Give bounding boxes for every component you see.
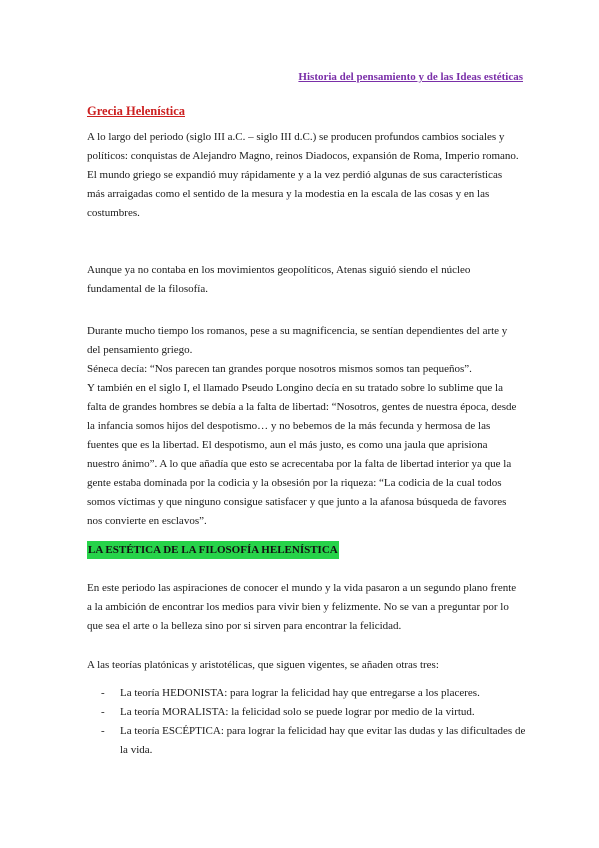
roman-paragraphs [87,322,519,531]
theory-hedonista: La teoría HEDONISTA: para lograr la felicidad hay que entregarse a los placeres. [120,687,480,699]
bullet-dash: - [101,687,105,699]
paragraph-romanos: Durante mucho tiempo los romanos, pese a su magnificencia, se sentían dependientes del arte y del pensamiento griego. [87,325,508,356]
bullet-dash: - [101,725,105,737]
paragraph-teorias-intro: A las teorías platónicas y aristotélicas, que siguen vigentes, se añaden otras tres: [87,659,439,671]
theory-esceptica: La teoría ESCÉPTICA: para lograr la felicidad hay que evitar las dudas y las dificultades de la vida. [120,725,526,756]
paragraph-pseudo-longino: Y también en el siglo I, el llamado Pseudo Longino decía en su tratado sobre lo sublime que la falta de grandes hombres se debía a la falta de libertad: “Nosotros, gentes de nuestra época, desde la infancia somos hijos del despotismo… y no bebemos de la más fecunda y hermosa de las fuentes que es la libertad. El despotismo, aun el más justo, es como una jaula que aprisiona nuestro ánimo”. A lo que añadía que esto se acrecentaba por la falta de libertad interior ya que la gente estaba dominada por la codicia y la obsesión por la riqueza: “La codicia de la cual todos somos víctimas y que ninguno consigue satisfacer y que junto a la afanosa búsqueda de favores nos convierte en esclavos”. [87,382,517,527]
paragraph-atenas: Aunque ya no contaba en los movimientos geopolíticos, Atenas siguió siendo el núcleo fundamental de la filosofía. [87,264,471,295]
paragraph-aspiraciones: En este periodo las aspiraciones de conocer el mundo y la vida pasaron a un segundo plano frente a la ambición de encontrar los medios para vivir bien y felizmente. No se van a preguntar por lo que sea el arte o la belleza sino por si sirven para encontrar la felicidad. [87,582,517,632]
bullet-dash: - [101,706,105,718]
paragraph-periodo: A lo largo del periodo (siglo III a.C. – siglo III d.C.) se producen profundos cambios sociales y políticos: conquistas de Alejandro Magno, reinos Diadocos, expansión de Roma, Imperio romano. [87,131,519,162]
theories-list [87,684,527,760]
section-heading: Grecia Helenística [87,104,186,118]
aesthetics-heading: LA ESTÉTICA DE LA FILOSOFÍA HELENÍSTICA [87,541,339,559]
document-header-title: Historia del pensamiento y de las Ideas estéticas [298,71,523,83]
list-item [87,684,527,703]
theory-moralista: La teoría MORALISTA: la felicidad solo se puede lograr por medio de la virtud. [120,706,475,718]
list-item [87,703,527,722]
paragraph-mundo-griego: El mundo griego se expandió muy rápidamente y a la vez perdió algunas de sus características más arraigadas como el sentido de la mesura y la modestia en la escala de las cosas y en las costumbres. [87,169,503,219]
intro-paragraphs [87,128,519,223]
list-item [87,722,527,760]
paragraph-seneca: Séneca decía: “Nos parecen tan grandes porque nosotros mismos somos tan pequeños”. [87,363,472,375]
